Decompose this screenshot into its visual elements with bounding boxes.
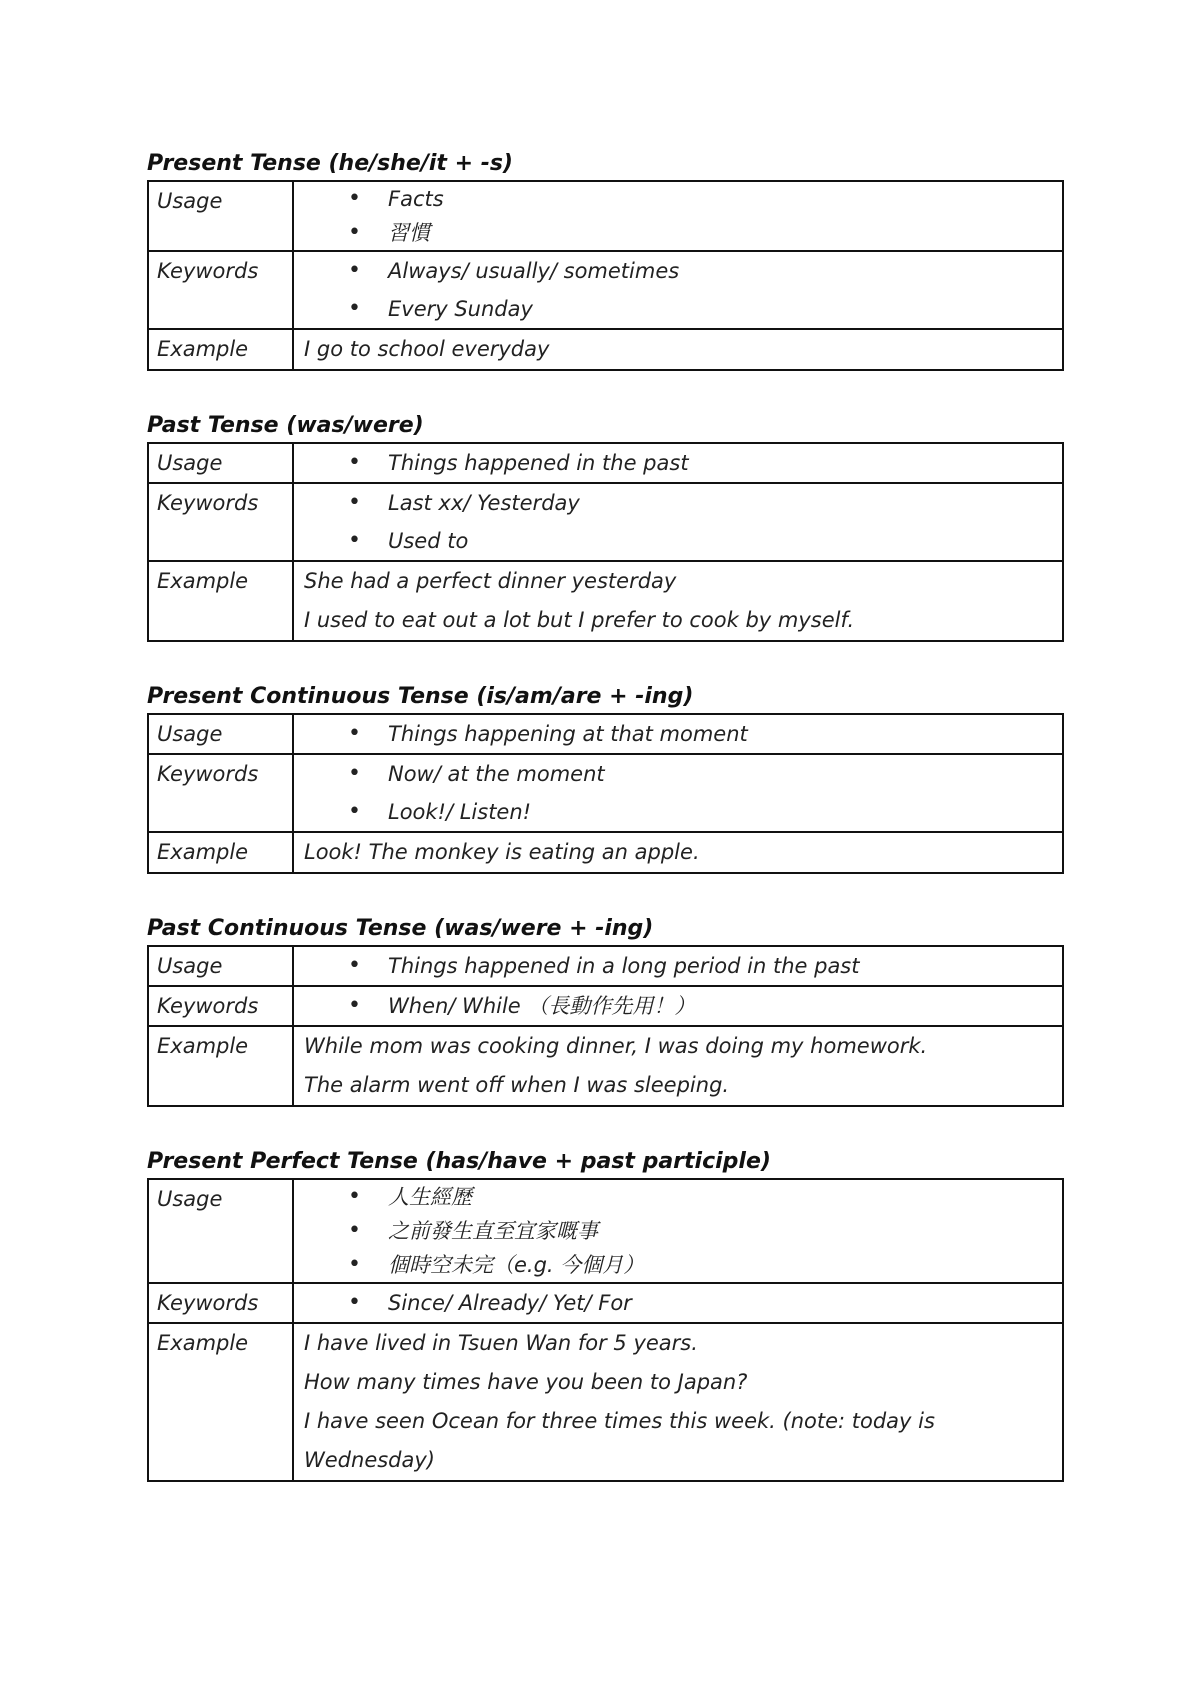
keywords-cell (293, 986, 1063, 1026)
row-label: Example (148, 561, 293, 641)
keyword-item: • Since/ Already/ Yet/ For (304, 1284, 1054, 1322)
example-row (148, 561, 1063, 641)
example-row (148, 832, 1063, 873)
document-page (147, 150, 1064, 1523)
usage-item: • Facts (304, 182, 1054, 216)
keywords-row (148, 1283, 1063, 1323)
keyword-item: • Now/ at the moment (304, 755, 1054, 793)
keywords-row (148, 483, 1063, 561)
example-line: How many times have you been to Japan? (304, 1370, 748, 1394)
usage-row (148, 443, 1063, 483)
example-cell (293, 329, 1063, 370)
section-heading: Past Tense (was/were) (147, 413, 424, 438)
usage-row (148, 946, 1063, 986)
keywords-cell (293, 483, 1063, 561)
keyword-item: • Last xx/ Yesterday (304, 484, 1054, 522)
tense-table (147, 442, 1064, 642)
usage-item: • 人生經歷 (304, 1180, 1054, 1214)
keyword-item: • When/ While （長動作先用！） (304, 987, 1054, 1025)
section-present-tense (147, 150, 1064, 371)
example-line: I used to eat out a lot but I prefer to cook by myself. (304, 608, 855, 632)
example-line: Look! The monkey is eating an apple. (304, 840, 700, 864)
row-label: Example (148, 1026, 293, 1106)
usage-item: • 習慣 (304, 216, 1054, 250)
usage-item: • Things happened in a long period in the past (304, 947, 1054, 985)
row-label: Example (148, 832, 293, 873)
tense-table (147, 1178, 1064, 1482)
keyword-item: • Always/ usually/ sometimes (304, 252, 1054, 290)
section-heading: Present Tense (he/she/it + -s) (147, 151, 513, 176)
row-label: Usage (148, 946, 293, 986)
example-line: I go to school everyday (304, 337, 550, 361)
section-present-continuous-tense (147, 683, 1064, 874)
section-heading: Past Continuous Tense (was/were + -ing) (147, 916, 654, 941)
example-row (148, 1323, 1063, 1481)
keywords-cell (293, 754, 1063, 832)
section-past-continuous-tense (147, 915, 1064, 1107)
keywords-cell (293, 1283, 1063, 1323)
row-label: Usage (148, 714, 293, 754)
keyword-item: • Every Sunday (304, 290, 1054, 328)
tense-table (147, 180, 1064, 371)
section-past-tense (147, 412, 1064, 642)
row-label: Keywords (148, 1283, 293, 1323)
keywords-row (148, 251, 1063, 329)
row-label: Keywords (148, 251, 293, 329)
section-heading: Present Perfect Tense (has/have + past participle) (147, 1149, 771, 1174)
usage-item: • 之前發生直至宜家嘅事 (304, 1214, 1054, 1248)
example-line: While mom was cooking dinner, I was doing my homework. (304, 1034, 928, 1058)
usage-item: • 個時空未完（e.g. 今個月） (304, 1248, 1054, 1282)
row-label: Usage (148, 1179, 293, 1283)
example-line: She had a perfect dinner yesterday (304, 569, 677, 593)
row-label: Usage (148, 443, 293, 483)
row-label: Keywords (148, 986, 293, 1026)
keywords-row (148, 986, 1063, 1026)
example-row (148, 1026, 1063, 1106)
keywords-row (148, 754, 1063, 832)
keyword-item: • Look!/ Listen! (304, 793, 1054, 831)
usage-item: • Things happened in the past (304, 444, 1054, 482)
keyword-item: • Used to (304, 522, 1054, 560)
row-label: Keywords (148, 754, 293, 832)
tense-table (147, 713, 1064, 874)
row-label: Keywords (148, 483, 293, 561)
example-cell (293, 1323, 1063, 1481)
section-heading: Present Continuous Tense (is/am/are + -ing) (147, 684, 694, 709)
usage-item: • Things happening at that moment (304, 715, 1054, 753)
usage-cell (293, 443, 1063, 483)
example-cell (293, 832, 1063, 873)
usage-cell (293, 1179, 1063, 1283)
usage-cell (293, 181, 1063, 251)
row-label: Usage (148, 181, 293, 251)
usage-cell (293, 714, 1063, 754)
example-cell (293, 561, 1063, 641)
tense-table (147, 945, 1064, 1107)
keywords-cell (293, 251, 1063, 329)
example-row (148, 329, 1063, 370)
section-present-perfect-tense (147, 1148, 1064, 1482)
usage-row (148, 181, 1063, 251)
example-line: Wednesday) (304, 1448, 436, 1472)
example-line: The alarm went off when I was sleeping. (304, 1073, 730, 1097)
usage-row (148, 714, 1063, 754)
row-label: Example (148, 329, 293, 370)
example-cell (293, 1026, 1063, 1106)
usage-cell (293, 946, 1063, 986)
example-line: I have seen Ocean for three times this week. (note: today is (304, 1409, 935, 1433)
row-label: Example (148, 1323, 293, 1481)
usage-row (148, 1179, 1063, 1283)
example-line: I have lived in Tsuen Wan for 5 years. (304, 1331, 698, 1355)
